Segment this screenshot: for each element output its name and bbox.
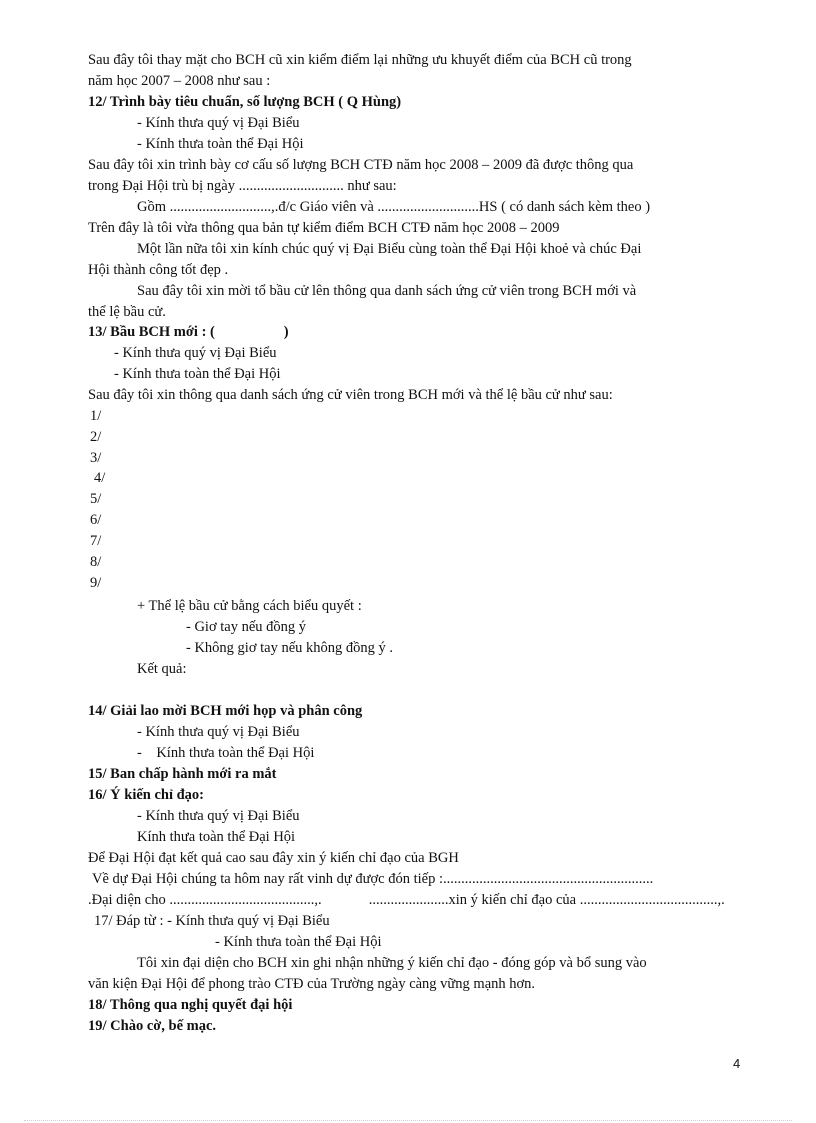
section-heading-18: 18/ Thông qua nghị quyết đại hội xyxy=(88,997,293,1013)
list-item-number: 6/ xyxy=(90,512,102,528)
list-item-number: 1/ xyxy=(90,408,102,424)
greeting-line: Kính thưa toàn thể Đại Hội xyxy=(137,829,296,845)
greeting-line: - Kính thưa quý vị Đại Biểu xyxy=(137,724,300,740)
text-line: Sau đây tôi xin trình bày cơ cấu số lượng BCH CTĐ năm học 2008 – 2009 đã được thông qua xyxy=(88,157,634,173)
section-heading-15: 15/ Ban chấp hành mới ra mắt xyxy=(88,766,277,782)
text-line: Về dự Đại Hội chúng ta hôm nay rất vinh dự được đón tiếp :.......................................................... xyxy=(92,871,654,887)
greeting-line: - Kính thưa toàn thể Đại Hội xyxy=(215,934,382,950)
text-line: .Đại diện cho ........................................,. ......................xin ý kiến chỉ đạo của ......................................,. xyxy=(88,892,725,908)
text-line: - Giơ tay nếu đồng ý xyxy=(186,619,307,635)
text-line: Sau đây tôi xin mời tổ bầu cử lên thông qua danh sách ứng cử viên trong BCH mới và xyxy=(137,283,637,299)
section-heading-12: 12/ Trình bày tiêu chuẩn, số lượng BCH ( Q Hùng) xyxy=(88,94,402,110)
text-line: trong Đại Hội trù bị ngày ............................. như sau: xyxy=(88,178,397,194)
text-line: - Không giơ tay nếu không đồng ý . xyxy=(186,640,394,656)
section-heading-16: 16/ Ý kiến chỉ đạo: xyxy=(88,787,205,803)
list-item-number: 8/ xyxy=(90,554,102,570)
section-heading-14: 14/ Giải lao mời BCH mới họp và phân công xyxy=(88,703,363,719)
text-line: năm học 2007 – 2008 như sau : xyxy=(88,73,271,89)
text-line: Hội thành công tốt đẹp . xyxy=(88,262,229,278)
text-line: Một lần nữa tôi xin kính chúc quý vị Đại Biểu cùng toàn thể Đại Hội khoẻ và chúc Đại xyxy=(137,241,642,257)
text-line: Kết quả: xyxy=(137,661,187,677)
greeting-line: - Kính thưa toàn thể Đại Hội xyxy=(137,745,315,761)
section-heading-19: 19/ Chào cờ, bế mạc. xyxy=(88,1018,217,1034)
list-item-number: 7/ xyxy=(90,533,102,549)
text-line: Sau đây tôi thay mặt cho BCH cũ xin kiểm điểm lại những ưu khuyết điểm của BCH cũ trong xyxy=(88,52,632,68)
list-item-number: 5/ xyxy=(90,491,102,507)
list-item-number: 9/ xyxy=(90,575,102,591)
greeting-line: - Kính thưa toàn thể Đại Hội xyxy=(114,366,281,382)
section-heading-13: 13/ Bầu BCH mới : ( ) xyxy=(88,324,289,340)
text-line: thể lệ bầu cử. xyxy=(88,304,166,320)
list-item-number: 4/ xyxy=(94,470,106,486)
list-item-number: 2/ xyxy=(90,429,102,445)
text-line: Sau đây tôi xin thông qua danh sách ứng cử viên trong BCH mới và thể lệ bầu cử như sau: xyxy=(88,387,613,403)
list-item-number: 3/ xyxy=(90,450,102,466)
page-divider xyxy=(24,1120,792,1121)
text-line: Gồm ............................,.đ/c Giáo viên và ............................HS ( có danh sách kèm theo ) xyxy=(137,199,651,215)
text-line: Để Đại Hội đạt kết quả cao sau đây xin ý kiến chỉ đạo của BGH xyxy=(88,850,459,866)
greeting-line: - Kính thưa quý vị Đại Biểu xyxy=(137,115,300,131)
text-line: Trên đây là tôi vừa thông qua bản tự kiểm điểm BCH CTĐ năm học 2008 – 2009 xyxy=(88,220,560,236)
greeting-line: - Kính thưa quý vị Đại Biểu xyxy=(114,345,277,361)
greeting-line: - Kính thưa toàn thể Đại Hội xyxy=(137,136,304,152)
page-number: 4 xyxy=(733,1056,741,1071)
text-line: + Thể lệ bầu cử bằng cách biểu quyết : xyxy=(137,598,362,614)
text-line: Tôi xin đại diện cho BCH xin ghi nhận những ý kiến chỉ đạo - đóng góp và bổ sung vào xyxy=(137,955,647,971)
section-heading-17: 17/ Đáp từ : - Kính thưa quý vị Đại Biểu xyxy=(94,913,330,929)
text-line: văn kiện Đại Hội để phong trào CTĐ của Trường ngày càng vững mạnh hơn. xyxy=(88,976,536,992)
greeting-line: - Kính thưa quý vị Đại Biểu xyxy=(137,808,300,824)
